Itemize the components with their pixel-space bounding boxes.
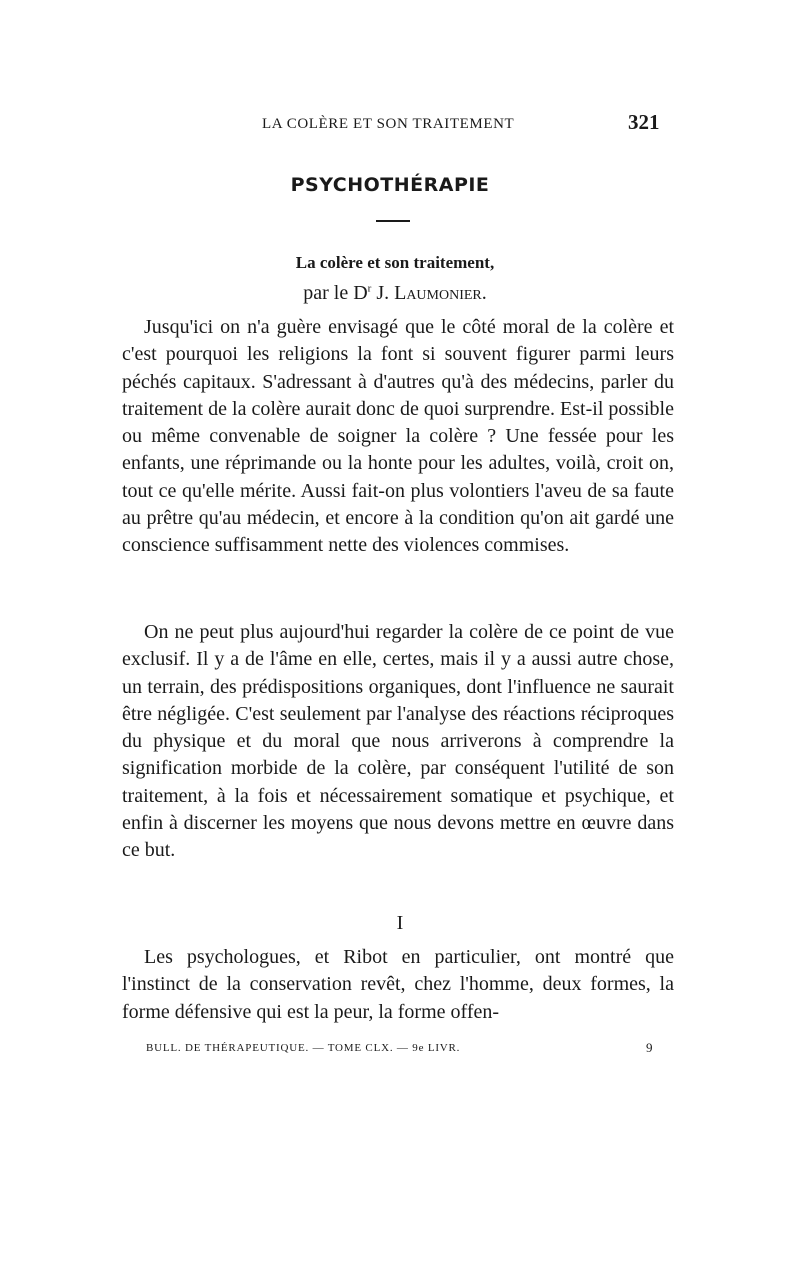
byline-prefix: par le D <box>303 282 368 304</box>
title-rule <box>376 220 410 222</box>
page-number: 321 <box>628 110 660 134</box>
paragraph-text: On ne peut plus aujourd'hui regarder la colère de ce point de vue exclusif. Il y a de l'âme en elle, certes, mais il y a aussi autre chose, un terrain, des prédispositions organiques, dont l'influence ne saurait être négligée. C'est seulement par l'analyse des réactions réciproques du physique et du moral que nous arriverons à comprendre la signification morbide de la colère, par conséquent l'utilité de son traitement, à la fois et nécessairement somatique et psychique, et enfin à discerner les moyens que nous devons mettre en œuvre dans ce but. <box>122 621 674 862</box>
part-marker: I <box>396 912 404 934</box>
byline <box>0 282 790 305</box>
section-title: PSYCHOTHÉRAPIE <box>290 174 490 196</box>
author-name: J. Laumonier. <box>376 282 487 304</box>
footer-signature: 9 <box>646 1040 653 1055</box>
running-head: LA COLÈRE ET SON TRAITEMENT <box>262 116 515 132</box>
paragraph-3 <box>122 944 674 1026</box>
paragraph-1 <box>122 314 674 560</box>
footer-journal: BULL. DE THÉRAPEUTIQUE. — TOME CLX. — 9e LIVR. <box>146 1042 461 1054</box>
paragraph-text: Jusqu'ici on n'a guère envisagé que le côté moral de la colère et c'est pourquoi les religions la font si souvent figurer parmi leurs péchés capitaux. S'adressant à d'autres qu'à des médecins, parler du traitement de la colère aurait donc de quoi surprendre. Est-il possible ou même convenable de soigner la colère ? Une fessée pour les enfants, une réprimande ou la honte pour les adultes, voilà, croit on, tout ce qu'elle mérite. Aussi fait-on plus volontiers l'aveu de sa faute au prêtre qu'au médecin, et encore à la condition qu'on ait gardé une conscience suffisamment nette des violences commises. <box>122 316 674 557</box>
byline-sup: r <box>367 282 372 295</box>
article-title: La colère et son traitement, <box>295 253 495 272</box>
paragraph-text: Les psychologues, et Ribot en particulier, ont montré que l'instinct de la conservation revêt, chez l'homme, deux formes, la forme défensive qui est la peur, la forme offen- <box>122 946 674 1023</box>
paragraph-2 <box>122 619 674 865</box>
